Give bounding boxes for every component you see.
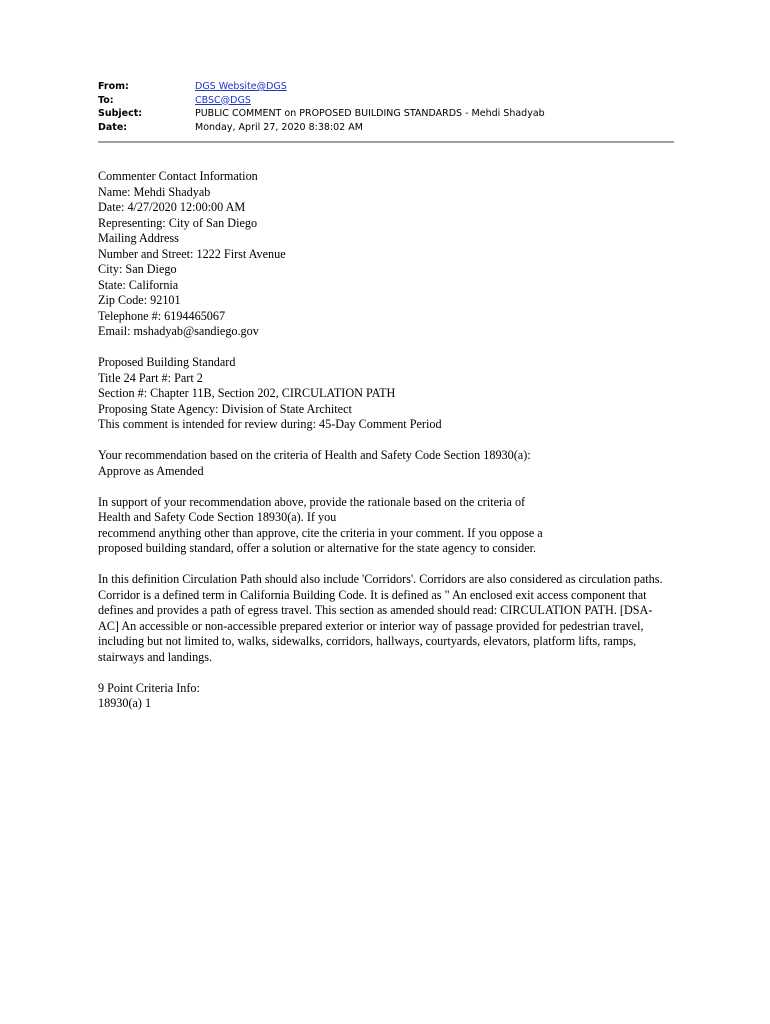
email-header [98,80,678,134]
contact-zip: Zip Code: 92101 [98,293,181,307]
subject-label: Subject: [98,108,143,119]
criteria-value: 18930(a) 1 [98,696,152,710]
to-link[interactable]: CBSC@DGS [195,94,251,106]
rationale-prompt-line: Health and Safety Code Section 18930(a). If you [98,510,337,524]
date-label: Date: [98,121,128,133]
header-divider [98,141,674,143]
criteria-section [98,681,678,712]
contact-name: Name: Mehdi Shadyab [98,184,211,199]
date-value: Monday, April 27, 2020 8:38:02 AM [195,121,363,133]
recommendation-question: Your recommendation based on the criteria of Health and Safety Code Section 18930(a): [98,448,531,462]
from-label: From: [98,81,129,92]
contact-street: Number and Street: 1222 First Avenue [98,246,286,261]
contact-date: Date: 4/27/2020 12:00:00 AM [98,200,246,214]
contact-email: Email: mshadyab@sandiego.gov [98,324,259,338]
contact-state: State: California [98,277,179,292]
rationale-prompt-line: proposed building standard, offer a solution or alternative for the state agency to consider. [98,541,537,555]
subject-row [98,107,678,121]
contact-heading: Commenter Contact Information [98,169,258,183]
spacer [98,433,678,449]
criteria-heading: 9 Point Criteria Info: [98,680,200,695]
contact-representing: Representing: City of San Diego [98,215,258,230]
email-body [98,169,678,712]
to-label: To: [98,94,114,106]
standard-agency: Proposing State Agency: Division of State Architect [98,401,352,416]
from-link[interactable]: DGS Website@DGS [195,81,287,92]
rationale-prompt-line: In support of your recommendation above, provide the rationale based on the criteria of [98,494,526,509]
subject-value: PUBLIC COMMENT on PROPOSED BUILDING STANDARDS - Mehdi Shadyab [195,108,545,119]
contact-section [98,169,678,340]
date-row [98,121,678,135]
rationale-prompt-line: recommend anything other than approve, cite the criteria in your comment. If you oppose a [98,525,543,540]
to-row [98,94,678,108]
standard-section-number: Section #: Chapter 11B, Section 202, CIRCULATION PATH [98,386,396,400]
recommendation-answer: Approve as Amended [98,463,204,478]
recommendation-section [98,448,678,479]
comment-section [98,572,678,665]
contact-city: City: San Diego [98,262,177,276]
spacer [98,557,678,573]
comment-line: AC] An accessible or non-accessible prepared exterior or interior way of passage provided for pedestrian travel, [98,618,644,633]
comment-line: stairways and landings. [98,649,213,664]
spacer [98,665,678,681]
standard-heading: Proposed Building Standard [98,355,236,369]
standard-title: Title 24 Part #: Part 2 [98,370,203,385]
spacer [98,479,678,495]
contact-mailing-address: Mailing Address [98,231,179,245]
comment-line: including but not limited to, walks, sidewalks, corridors, hallways, courtyards, elevators, platform lifts, ramps, [98,634,637,648]
comment-line: Corridor is a defined term in California Building Code. It is defined as " An enclosed exit access component that [98,587,647,602]
spacer [98,340,678,356]
contact-telephone: Telephone #: 6194465067 [98,308,226,323]
standard-section [98,355,678,433]
comment-line: In this definition Circulation Path should also include 'Corridors'. Corridors are also considered as circulation paths. [98,572,663,586]
standard-review: This comment is intended for review during: 45-Day Comment Period [98,417,442,431]
rationale-prompt-section [98,495,678,557]
comment-line: defines and provides a path of egress travel. This section as amended should read: CIRCULATION PATH. [DSA- [98,603,653,617]
from-row [98,80,678,94]
